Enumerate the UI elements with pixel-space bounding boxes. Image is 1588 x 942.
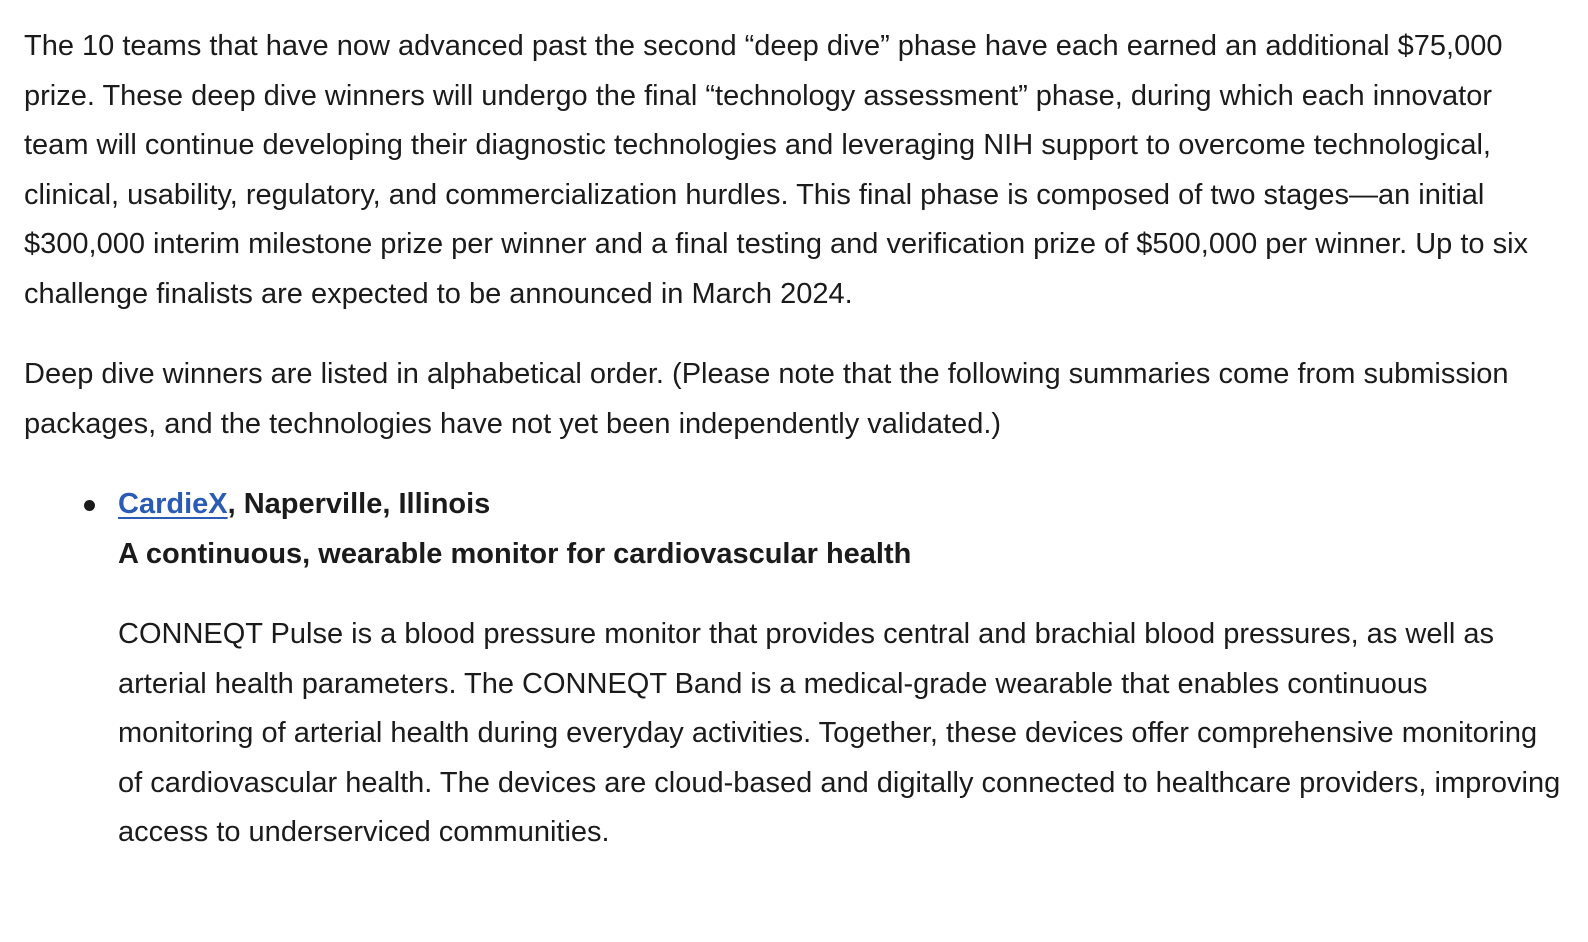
article-body [24, 22, 1564, 858]
note-paragraph: Deep dive winners are listed in alphabetical order. (Please note that the following summaries come from submission packages, and the technologies have not yet been independently validated.) [24, 358, 1509, 440]
winner-header [118, 480, 1564, 530]
winner-subtitle: A continuous, wearable monitor for cardiovascular health [118, 537, 912, 570]
list-item [118, 480, 1564, 858]
winner-description: CONNEQT Pulse is a blood pressure monitor that provides central and brachial blood pressures, as well as arterial health parameters. The CONNEQT Band is a medical-grade wearable that enables continuous monitoring of arterial health during everyday activities. Together, these devices offer comprehensive monitoring of cardiovascular health. The devices are cloud-based and digitally connected to healthcare providers, improving access to underserviced communities. [118, 618, 1561, 848]
winners-list [24, 480, 1564, 858]
winner-location: , Naperville, Illinois [227, 488, 491, 520]
winner-link-cardiex[interactable]: CardieX [118, 488, 228, 520]
bullet-icon [84, 500, 95, 511]
intro-paragraph: The 10 teams that have now advanced past the second “deep dive” phase have each earned an additional $75,000 prize. These deep dive winners will undergo the final “technology assessment” phase, during which each innovator team will continue developing their diagnostic technologies and leveraging NIH support to overcome technological, clinical, usability, regulatory, and commercialization hurdles. This final phase is composed of two stages—an initial $300,000 interim milestone prize per winner and a final testing and verification prize of $500,000 per winner. Up to six challenge finalists are expected to be announced in March 2024. [24, 30, 1529, 310]
